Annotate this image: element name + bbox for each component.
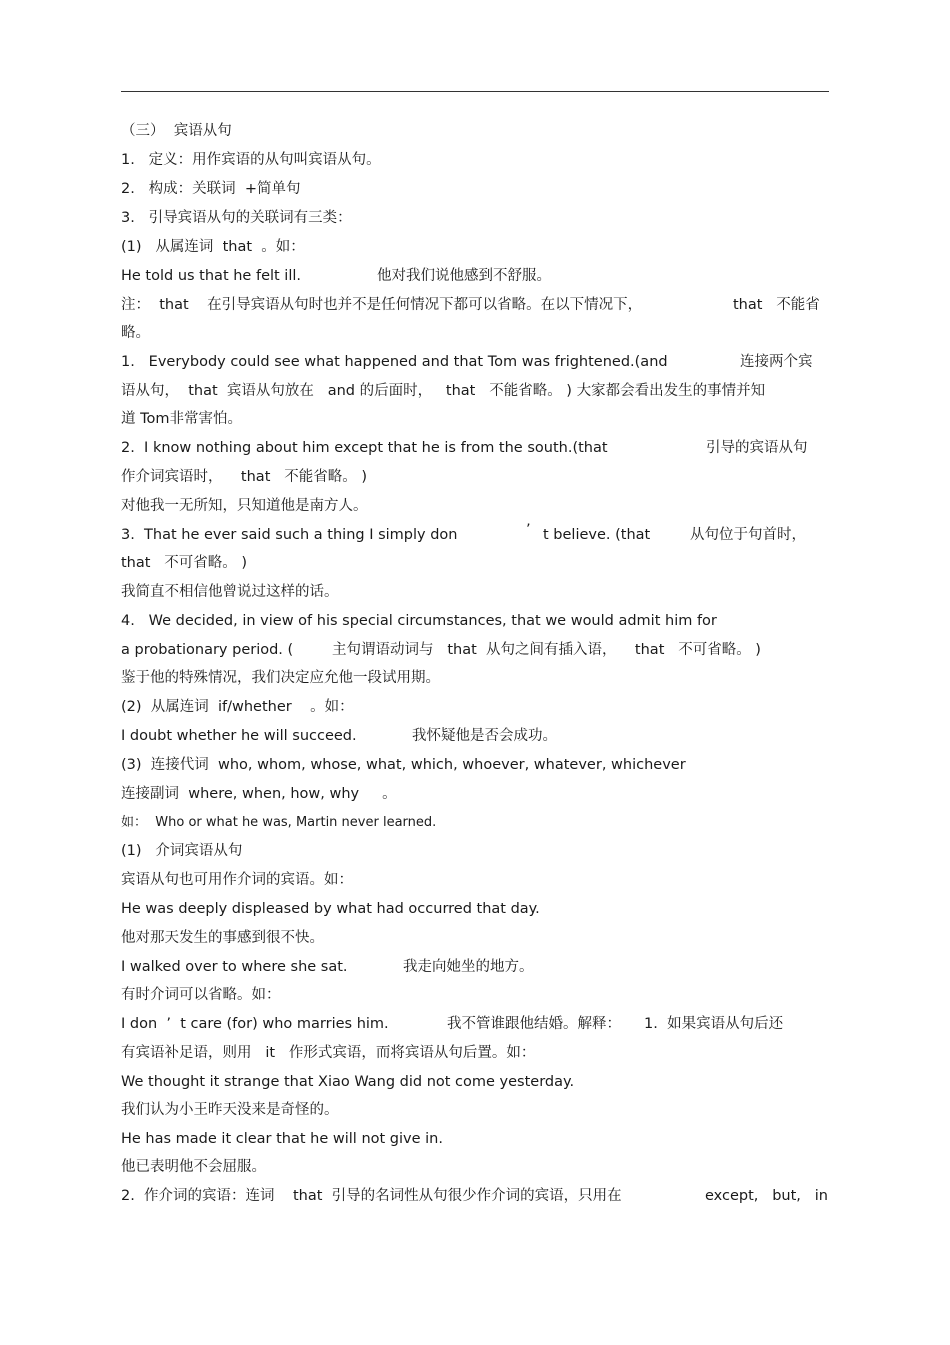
note-line-end: that 不能省 (733, 297, 820, 313)
text-line: that 不可省略。 ) (121, 555, 248, 571)
example-en: I doubt whether he will succeed. (121, 728, 357, 744)
translation: 他已表明他不会屈服。 (121, 1159, 266, 1175)
translation: 我简直不相信他曾说过这样的话。 (121, 584, 339, 600)
example-en: We thought it strange that Xiao Wang did not come yesterday. (121, 1074, 575, 1090)
translation: 我们认为小王昨天没来是奇怪的。 (121, 1102, 339, 1118)
text-line: 1. 定义：用作宾语的从句叫宾语从句。 (121, 152, 381, 168)
text-line-end: 从句位于句首时， (690, 527, 806, 543)
text-line: (3) 连接代词 who, whom, whose, what, which, whoever, whatever, whichever (121, 757, 686, 773)
example-line: 如： Who or what he was, Martin never learned. (121, 815, 437, 830)
example-zh: 我怀疑他是否会成功。 (412, 728, 557, 744)
example-en: He told us that he felt ill. (121, 268, 302, 284)
example-zh: 他对我们说他感到不舒服。 (377, 268, 551, 284)
section-heading: （三） 宾语从句 (121, 123, 232, 139)
text-line: 3. 引导宾语从句的关联词有三类： (121, 210, 352, 226)
example-en-cont: t believe. (that (543, 527, 651, 543)
example-en: a probationary period. ( (121, 642, 294, 658)
text-line: 有时介词可以省略。如： (121, 987, 281, 1003)
text-line: 2. 构成：关联词 +简单句 (121, 181, 301, 197)
text-line: 作介词宾语时， that 不能省略。 ) (121, 469, 367, 485)
text-line: (2) 从属连词 if/whether 。如： (121, 699, 354, 715)
example-en: 3. That he ever said such a thing I simply don (121, 527, 458, 543)
translation: 对他我一无所知，只知道他是南方人。 (121, 498, 368, 514)
example-zh: 我走向她坐的地方。 (403, 959, 534, 975)
example-en: 4. We decided, in view of his special circumstances, that we would admit him for (121, 613, 717, 629)
text-line: 道 Tom非常害怕。 (121, 411, 242, 427)
text-line-end: 主句谓语动词与 that 从句之间有插入语， that 不可省略。 ) (332, 642, 761, 658)
text-line-end: 我不管谁跟他结婚。解释： 1. 如果宾语从句后还 (447, 1016, 784, 1032)
example-en: He was deeply displeased by what had occurred that day. (121, 901, 540, 917)
example-en: He has made it clear that he will not give in. (121, 1131, 443, 1147)
example-en: I walked over to where she sat. (121, 959, 348, 975)
translation: 他对那天发生的事感到很不快。 (121, 930, 324, 946)
example-en: 2. I know nothing about him except that he is from the south.(that (121, 440, 608, 456)
subsection-heading: (1) 介词宾语从句 (121, 843, 243, 859)
text-line: 连接副词 where, when, how, why 。 (121, 786, 397, 802)
text-line-end: 引导的宾语从句 (706, 440, 808, 456)
text-line-end: 连接两个宾 (740, 354, 813, 370)
note-line: 注： that 在引导宾语从句时也并不是任何情况下都可以省略。在以下情况下， (121, 297, 643, 313)
text-line: 有宾语补足语，则用 it 作形式宾语，而将宾语从句后置。如： (121, 1045, 536, 1061)
text-line: (1) 从属连词 that 。如： (121, 239, 305, 255)
text-line: 语从句， that 宾语从句放在 and 的后面时， that 不能省略。 ) 大家都会看出发生的事情并知 (121, 383, 766, 399)
example-en: 1. Everybody could see what happened and that Tom was frightened.(and (121, 354, 668, 370)
text-line: 宾语从句也可用作介词的宾语。如： (121, 872, 353, 888)
translation: 鉴于他的特殊情况，我们决定应允他一段试用期。 (121, 670, 440, 686)
example-en: I don ’ t care (for) who marries him. (121, 1016, 389, 1032)
text-line-end: except, but, in (705, 1188, 828, 1204)
apostrophe: ’ (526, 522, 531, 538)
text-line: 略。 (121, 325, 150, 341)
text-line: 2. 作介词的宾语：连词 that 引导的名词性从句很少作介词的宾语，只用在 (121, 1188, 622, 1204)
header-rule (121, 91, 829, 92)
